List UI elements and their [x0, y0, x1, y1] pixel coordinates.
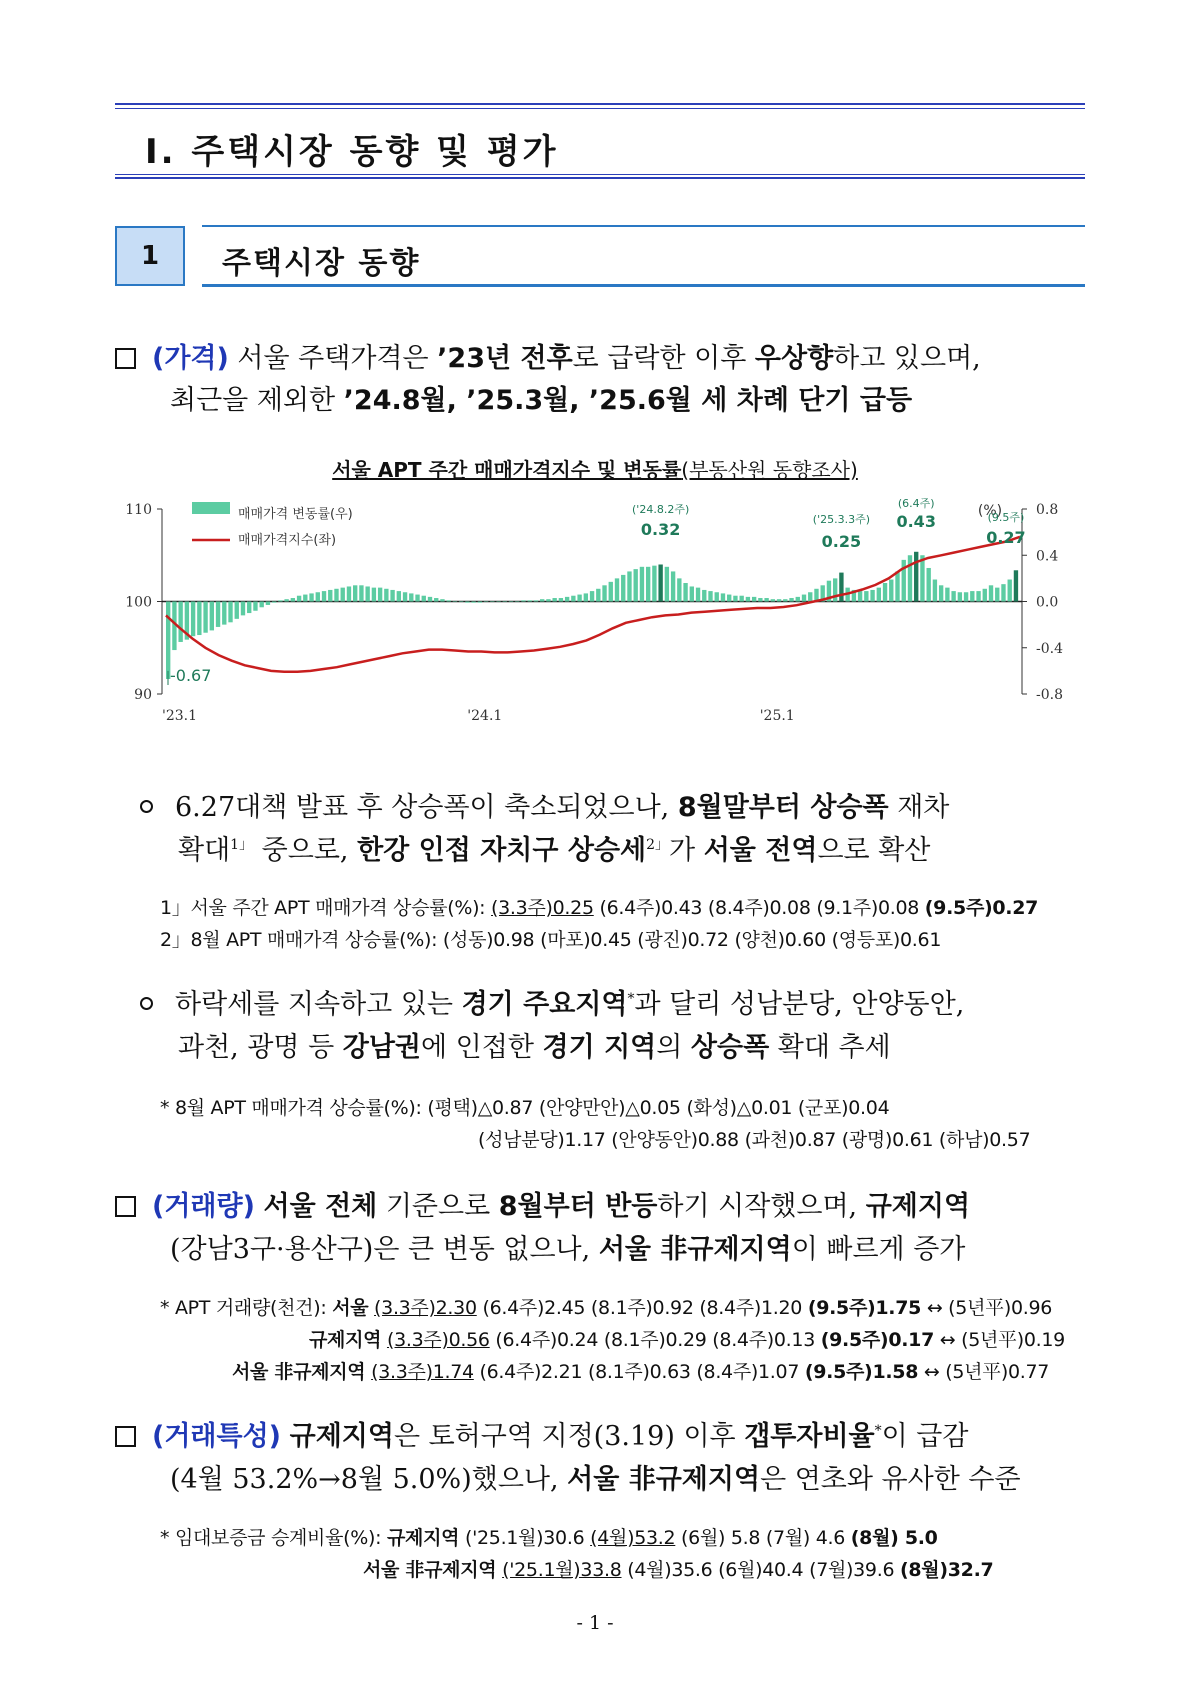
section-rule-top-thin [115, 108, 1085, 109]
annotation-label: (9.5주) [987, 511, 1025, 524]
right-tick-label: 0.0 [1036, 594, 1059, 611]
text-bold: 서울 非규제지역 [598, 1234, 792, 1265]
text: (6.4주)2.45 (8.1주)0.92 (8.4주)1.20 [476, 1297, 808, 1319]
text-bold: (9.5주)1.58 [804, 1361, 919, 1383]
text: 하기 시작했으며, [657, 1191, 866, 1222]
price-paragraph-line2 [170, 378, 912, 417]
checkbox-bullet [115, 348, 136, 369]
price-tag: (가격) [152, 343, 229, 374]
bar [559, 598, 563, 601]
bar [203, 602, 207, 633]
text: 으로 확산 [817, 835, 931, 866]
text-bold: 서울 전체 [263, 1191, 378, 1222]
footnote-5-row2 [363, 1555, 993, 1582]
text: * 임대보증금 승계비율(%): [160, 1527, 387, 1549]
bar [316, 592, 320, 601]
bar [490, 602, 494, 603]
text: ↔ (5년平)0.77 [918, 1361, 1050, 1383]
text-bold: 서울 非규제지역 [567, 1464, 761, 1495]
page-number: - 1 - [576, 1612, 614, 1634]
checkbox-bullet [115, 1426, 136, 1447]
text-bold: ’23년 전후 [437, 343, 573, 374]
bar [197, 602, 201, 636]
bar [528, 600, 532, 601]
text: 의 [656, 1032, 691, 1063]
text-bold: 규제지역 [865, 1191, 971, 1222]
bar [634, 569, 638, 601]
bar [347, 586, 351, 601]
bar [552, 598, 556, 601]
bar [397, 591, 401, 601]
text-bold: 우상향 [754, 343, 834, 374]
text-bold: 서울 非규제지역 [232, 1361, 366, 1383]
bar [428, 597, 432, 602]
annotation-min-value: -0.67 [170, 665, 212, 685]
text: 기준으로 [377, 1191, 499, 1222]
bar [178, 602, 182, 642]
bar [565, 597, 569, 602]
legend-line-label: 매매가격지수(좌) [238, 533, 337, 548]
bar [658, 565, 662, 602]
bar [372, 588, 376, 602]
bar [802, 595, 806, 602]
bar [341, 588, 345, 602]
bar [746, 597, 750, 602]
text [255, 1191, 264, 1222]
text-bold: 8월부터 반등 [498, 1191, 658, 1222]
x-tick-label: '24.1 [467, 708, 503, 724]
text: (강남3구·용산구)은 큰 변동 없으나, [170, 1234, 599, 1265]
footnote-4-row1 [160, 1293, 1052, 1320]
index-line [166, 537, 1020, 672]
bar [484, 602, 488, 603]
footnote-4-row2 [309, 1325, 1065, 1352]
bar [577, 595, 581, 602]
text: 로 급락한 이후 [572, 343, 755, 374]
bar [858, 591, 862, 601]
text-underlined: (4월)53.2 [590, 1527, 676, 1549]
right-axis-unit: (%) [977, 503, 1003, 519]
bar [509, 602, 513, 603]
right-tick-label: 0.4 [1036, 548, 1059, 565]
annotation-value: 0.43 [896, 512, 936, 531]
section-title: Ⅰ. 주택시장 동향 및 평가 [145, 132, 559, 172]
bar [677, 578, 681, 601]
bar [328, 590, 332, 602]
text-bold: 서울 전역 [703, 835, 818, 866]
bar [914, 552, 918, 602]
text: 과 달리 성남분당, 안양동안, [634, 989, 965, 1020]
text [281, 1421, 290, 1452]
bar [216, 602, 220, 627]
footnote-ref: 2」 [646, 837, 670, 853]
bar [883, 583, 887, 602]
text: 최근을 제외한 [170, 385, 344, 416]
checkbox-bullet [115, 1196, 136, 1217]
bar [515, 602, 519, 603]
bar [260, 602, 264, 608]
x-tick-label: '23.1 [162, 708, 198, 724]
bar [739, 596, 743, 602]
text-bold: (8월)32.7 [900, 1559, 994, 1581]
text: 에 인접한 [421, 1032, 543, 1063]
bar [970, 591, 974, 601]
subsection-title: 주택시장 동향 [222, 246, 421, 281]
bar [895, 571, 899, 601]
annotation-value: 0.32 [640, 520, 681, 539]
bar [646, 567, 650, 602]
bar [266, 602, 270, 605]
bar [708, 591, 712, 601]
bar [690, 586, 694, 601]
text: 과천, 광명 등 [178, 1032, 343, 1063]
bar [615, 578, 619, 601]
bar [839, 573, 843, 602]
bar [453, 602, 457, 603]
bar [640, 567, 644, 602]
text: 가 [669, 835, 704, 866]
text: 확대 [178, 835, 231, 866]
footnote-5-row1 [160, 1523, 938, 1550]
text-underlined: (3.3주)0.25 [491, 897, 594, 919]
bar [752, 597, 756, 602]
bar [521, 600, 525, 601]
bar [808, 592, 812, 601]
annotation-label: ('24.8.2주) [632, 503, 690, 516]
trade-tag: (거래특성) [152, 1421, 282, 1452]
footnote-ref: * [627, 991, 635, 1007]
bar [764, 598, 768, 601]
footnote-1 [160, 893, 1038, 920]
bar [353, 585, 357, 601]
subsection-rule-top [202, 225, 1085, 227]
section-rule-bottom-thick [115, 177, 1085, 179]
bar [665, 567, 669, 602]
section-rule-top [115, 103, 1085, 105]
footnote-4-row3 [232, 1357, 1049, 1384]
volume-paragraph-line2 [170, 1227, 965, 1266]
text: 은 연초와 유사한 수준 [760, 1464, 1021, 1495]
bar [309, 593, 313, 601]
bar [235, 602, 239, 619]
text: 재차 [888, 792, 950, 823]
bar [933, 580, 937, 602]
footnote-2: 2」8월 APT 매매가격 상승률(%): (성동)0.98 (마포)0.45 (광진)0.72 (양천)0.60 (영등포)0.61 [160, 929, 942, 951]
bar [733, 596, 737, 602]
bar [228, 602, 232, 623]
text: 서울 주택가격은 [228, 343, 438, 374]
text: ↔ (5년平)0.19 [934, 1329, 1065, 1351]
text: 이 빠르게 증가 [791, 1234, 966, 1265]
bar [584, 593, 588, 601]
bar [671, 571, 675, 601]
bar [789, 598, 793, 601]
bar [621, 575, 625, 602]
bar [471, 602, 475, 603]
annotation-label: (6.4주) [897, 497, 935, 510]
trade-paragraph-line2 [170, 1457, 1021, 1496]
text: ↔ (5년平)0.96 [921, 1297, 1053, 1319]
bar [571, 596, 575, 602]
bullet1-line1 [140, 785, 949, 824]
price-paragraph-line1 [115, 336, 981, 375]
bar [796, 597, 800, 602]
bar [908, 555, 912, 601]
bar [447, 600, 451, 601]
bar [534, 600, 538, 601]
bar [696, 588, 700, 602]
text: ('25.1월)30.6 [459, 1527, 591, 1549]
bar [771, 599, 775, 601]
bar [870, 590, 874, 602]
bar [727, 595, 731, 602]
bar [384, 589, 388, 602]
bar [191, 602, 195, 637]
annotation-value: 0.27 [986, 528, 1026, 547]
bar [291, 598, 295, 601]
text-bold: (9.5주)0.27 [924, 897, 1039, 919]
left-tick-label: 90 [134, 687, 152, 703]
bar [596, 589, 600, 602]
text-bold: 강남권 [342, 1032, 421, 1063]
text-underlined: (3.3주)1.74 [371, 1361, 474, 1383]
text-bold: ’24.8월, ’25.3월, ’25.6월 세 차례 단기 급등 [343, 385, 913, 416]
bar [951, 591, 955, 601]
bar [683, 583, 687, 602]
bar [976, 591, 980, 601]
bar [359, 585, 363, 601]
bar [652, 566, 656, 602]
legend-bar-swatch [192, 502, 230, 514]
text-bold: 서울 [332, 1297, 369, 1319]
text: 은 토허구역 지정(3.19) 이후 [393, 1421, 745, 1452]
bar [409, 593, 413, 601]
legend-bar-label: 매매가격 변동률(우) [238, 507, 353, 522]
text: (6.4주)2.21 (8.1주)0.63 (8.4주)1.07 [473, 1361, 805, 1383]
bar [889, 580, 893, 602]
text: * APT 거래량(천건): [160, 1297, 333, 1319]
text-underlined: (3.3주)2.30 [374, 1297, 477, 1319]
text: (6월) 5.8 (7월) 4.6 [675, 1527, 851, 1549]
right-tick-label: -0.4 [1036, 640, 1063, 657]
text-bold: (9.5주)1.75 [807, 1297, 922, 1319]
text-bold: 경기 주요지역 [461, 989, 628, 1020]
text: (6.4주)0.24 (8.1주)0.29 (8.4주)0.13 [489, 1329, 821, 1351]
bar [284, 599, 288, 601]
bar [939, 585, 943, 601]
text: 중으로, [253, 835, 358, 866]
footnote-ref: 1」 [230, 837, 254, 853]
bar [1008, 580, 1012, 602]
bar [877, 588, 881, 602]
circle-bullet [140, 800, 153, 813]
text-underlined: (3.3주)0.56 [386, 1329, 490, 1351]
bar [210, 602, 214, 631]
text-bold: 규제지역 [309, 1329, 382, 1351]
text-underlined: ('25.1월)33.8 [502, 1559, 622, 1581]
bullet2-line1 [140, 982, 964, 1021]
bar [989, 585, 993, 601]
right-tick-label: -0.8 [1036, 687, 1063, 703]
x-tick-label: '25.1 [759, 708, 795, 724]
bar [440, 599, 444, 601]
text: 이 급감 [881, 1421, 969, 1452]
bullet1-line2 [178, 828, 930, 867]
text: (4월)35.6 (6월)40.4 (7월)39.6 [621, 1559, 900, 1581]
text: 확대 추세 [769, 1032, 891, 1063]
volume-tag: (거래량) [152, 1191, 255, 1222]
bar [920, 555, 924, 601]
bar [422, 596, 426, 602]
bar [297, 596, 301, 602]
text-bold: 상승폭 [690, 1032, 770, 1063]
bar [783, 599, 787, 601]
subsection-rule-bottom [202, 284, 1085, 287]
bar [833, 578, 837, 601]
chart-title-main: 서울 APT 주간 매매가격지수 및 변동률 [332, 458, 682, 482]
section-rule-bottom [115, 174, 1085, 175]
bar [1014, 570, 1018, 601]
bar [864, 591, 868, 601]
bar [253, 602, 257, 611]
bar [758, 598, 762, 601]
circle-bullet [140, 997, 153, 1010]
annotation-label: ('25.3.3주) [812, 513, 871, 526]
bar [540, 599, 544, 601]
bar [415, 595, 419, 602]
text-bold: 8월말부터 상승폭 [677, 792, 889, 823]
bar [278, 600, 282, 601]
trade-paragraph-line1 [115, 1414, 968, 1453]
bar [1001, 584, 1005, 601]
text: (4월 53.2%→8월 5.0%)했으나, [170, 1464, 568, 1495]
footnote-ref: * [874, 1423, 882, 1439]
bar [609, 582, 613, 602]
bar [334, 589, 338, 602]
text-bold: 규제지역 [387, 1527, 460, 1549]
bar [546, 599, 550, 601]
text-bold: 경기 지역 [542, 1032, 657, 1063]
bar [390, 590, 394, 602]
bar [602, 585, 606, 601]
bar [241, 602, 245, 616]
text: 6.27대책 발표 후 상승폭이 축소되었으나, [175, 792, 678, 823]
chart-title-source: (부동산원 동향조사) [681, 458, 858, 482]
footnote-3-line1: * 8월 APT 매매가격 상승률(%): (평택)△0.87 (안양만안)△0.05 (화성)△0.01 (군포)0.04 [160, 1097, 890, 1119]
bar [496, 602, 500, 603]
bar [503, 602, 507, 603]
text: (6.4주)0.43 (8.4주)0.08 (9.1주)0.08 [593, 897, 925, 919]
bar [926, 568, 930, 602]
bar [465, 602, 469, 603]
bar [590, 591, 594, 601]
text-bold: (8월) 5.0 [850, 1527, 938, 1549]
left-tick-label: 110 [125, 502, 152, 518]
bar [365, 586, 369, 601]
text-bold: (9.5주)0.17 [820, 1329, 934, 1351]
bar [627, 571, 631, 601]
left-tick-label: 100 [125, 594, 152, 611]
bar [478, 602, 482, 603]
bar [459, 602, 463, 603]
bar [702, 590, 706, 602]
bar [434, 598, 438, 601]
bar [272, 602, 276, 603]
text: 하락세를 지속하고 있는 [175, 989, 462, 1020]
text-bold: 규제지역 [289, 1421, 394, 1452]
bar [964, 592, 968, 601]
text: 1」서울 주간 APT 매매가격 상승률(%): [160, 897, 492, 919]
bullet2-line2 [178, 1025, 891, 1064]
footnote-3-line2: (성남분당)1.17 (안양동안)0.88 (과천)0.87 (광명)0.61 (하남)0.57 [478, 1129, 1031, 1151]
text-bold: 서울 非규제지역 [363, 1559, 497, 1581]
price-chart [110, 495, 1080, 735]
bar [983, 589, 987, 602]
bar [777, 599, 781, 601]
bar [958, 592, 962, 601]
text: 하고 있으며, [833, 343, 981, 374]
bar [995, 588, 999, 602]
chart-title [0, 454, 1190, 483]
volume-paragraph-line1 [115, 1184, 970, 1223]
bar [945, 588, 949, 602]
bar [322, 591, 326, 601]
right-tick-label: 0.8 [1036, 502, 1059, 518]
bar [378, 588, 382, 602]
text-bold: 한강 인접 자치구 상승세 [357, 835, 647, 866]
subsection-number: 1 [115, 226, 185, 286]
bar [303, 595, 307, 602]
bar [715, 592, 719, 601]
text-bold: 갭투자비율 [744, 1421, 875, 1452]
bar [403, 592, 407, 601]
annotation-value: 0.25 [821, 532, 862, 551]
bar [721, 593, 725, 601]
bar [247, 602, 251, 614]
bar [222, 602, 226, 625]
